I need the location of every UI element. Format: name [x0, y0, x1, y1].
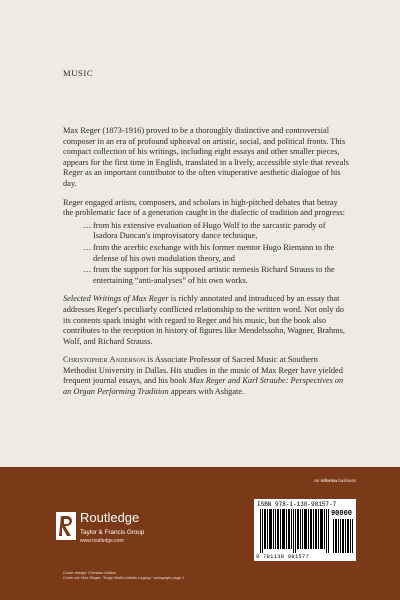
bullet-text: from his extensive evaluation of Hugo Wolf to the sarcastic parody of Isadora Duncan's improvisatory dance technique,	[93, 220, 326, 241]
barcode-bars	[260, 509, 330, 553]
blurb-bullet-list	[63, 221, 349, 287]
bio-text-2: appears with Ashgate.	[168, 387, 245, 397]
ellipsis-mark: …	[83, 265, 92, 275]
category-label: MUSIC	[63, 68, 94, 78]
publisher-name: Routledge	[80, 510, 140, 525]
barcode	[254, 499, 356, 561]
blurb-bullet	[83, 265, 349, 286]
paragraph-3-text: is richly annotated and introduced by an essay that addresses Reger's peculiarly conflicted relationship to the written word. Not only do its contents spark insight with regard to Reger and his music, but the book also contributes to the reception in history of figures like Mendelssohn, Wagner, Brahms, Wolf, and Richard Strauss.	[63, 294, 346, 346]
bullet-text: from the support for his supposed artistic nemesis Richard Strauss to the entertaining “anti-analyses” of his own works.	[93, 265, 335, 285]
blurb-paragraph-2: Reger engaged artists, composers, and scholars in high-pitched debates that betray the problematic face of a generation caught in the dialectic of tradition and progress:	[63, 197, 345, 218]
cover-art-credit: Cover art: Max Reger: “Hugo Wolf's Artistic Legacy,” autograph page 1	[63, 575, 185, 581]
blurb-bullet	[83, 221, 349, 242]
author-name: Christopher Anderson	[63, 355, 146, 365]
addon-barcode-bars	[333, 519, 353, 553]
publisher-url: www.routledge.com	[80, 538, 124, 544]
informa-prefix: an	[314, 478, 321, 483]
isbn-label: ISBN 978-1-138-98157-7	[257, 501, 337, 508]
bullet-text: from the acerbic exchange with his former mentor Hugo Riemann to the defense of his own modulation theory, and	[93, 242, 335, 263]
blurb-paragraph-1: Max Reger (1873-1916) proved to be a thoroughly distinctive and controversial composer in an era of profound upheaval on artistic, social, and political fronts. This compact collection of his writings, including eight essays and other smaller pieces, appears for the first time in English, translated in a lively, accessible style that reveals Reger as an important contributor to the often vituperative aesthetic dialogue of his day.	[63, 126, 349, 188]
author-bio	[63, 355, 349, 397]
other-book-title: Max Reger and Karl Straube: Perspectives on an Organ Performing Tradition	[63, 376, 344, 397]
publisher-band	[0, 467, 400, 600]
ean-digits: 9 781138 981577	[256, 554, 310, 560]
blurb-text	[63, 126, 349, 406]
blurb-bullet	[83, 243, 349, 264]
book-title: Selected Writings of Max Reger	[63, 294, 169, 304]
routledge-logo-icon	[56, 512, 76, 540]
ellipsis-mark: …	[83, 242, 92, 252]
cover-design-credit: Cover design: Christian Muñoz	[63, 570, 117, 575]
blurb-paragraph-3	[63, 294, 349, 347]
informa-business-tag	[314, 478, 356, 483]
informa-suffix: business	[336, 478, 356, 483]
cover-credits	[63, 570, 184, 581]
ellipsis-mark: …	[83, 220, 92, 230]
informa-brand: informa	[320, 478, 337, 483]
price-code: 90000	[330, 510, 352, 518]
bio-text-1: is Associate Professor of Sacred Music at Southern Methodist University in Dallas. His studies in the music of Max Reger have yielded frequent journal essays, and his book	[63, 355, 343, 386]
publisher-group: Taylor & Francis Group	[80, 529, 145, 536]
